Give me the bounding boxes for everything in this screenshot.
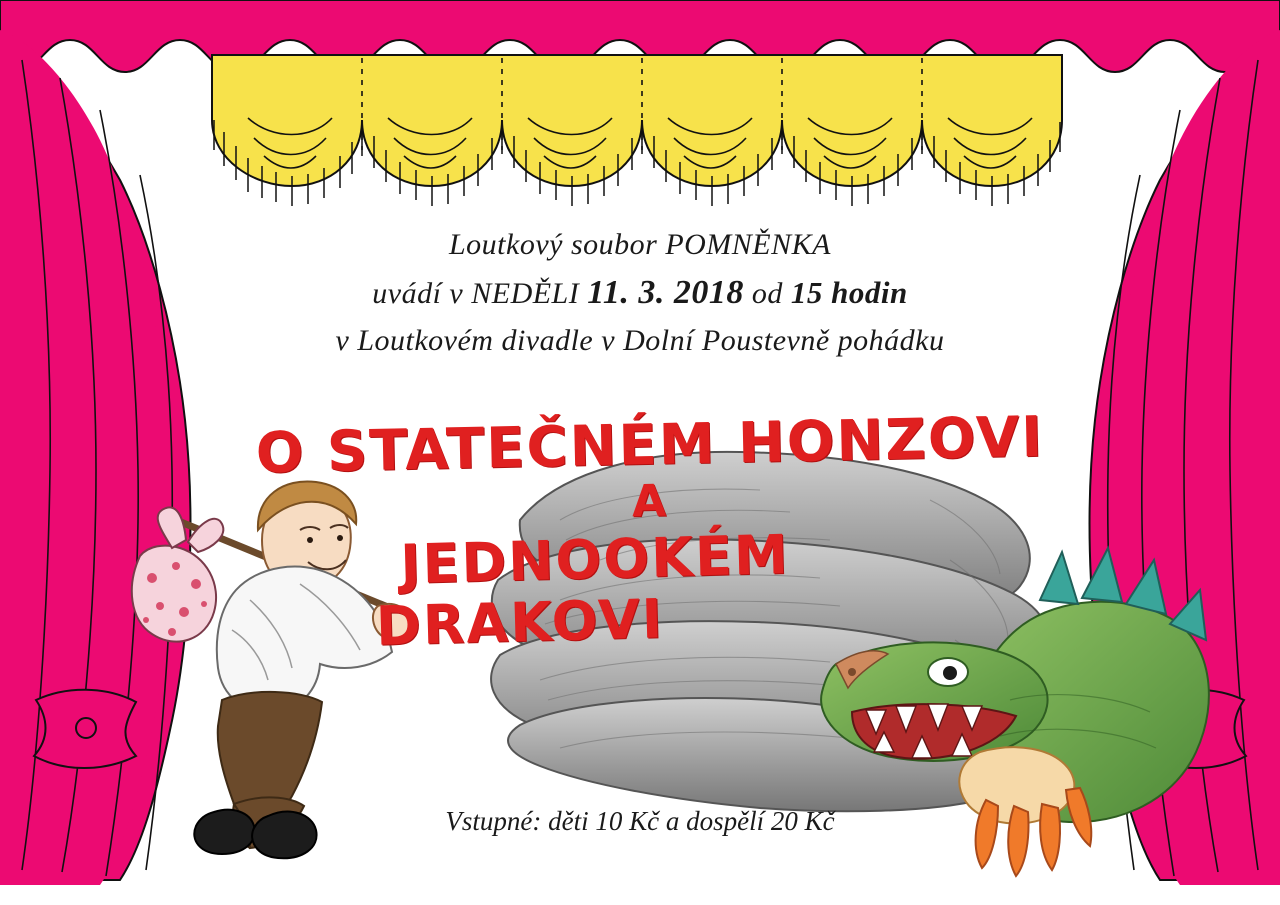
play-title-line-3: JEDNOOKÉM <box>399 522 791 597</box>
intro-line-2 <box>210 267 1070 318</box>
intro-line-2-mid: od <box>751 277 783 310</box>
intro-line-3: v Loutkovém divadle v Dolní Poustevně pohádku <box>335 324 945 357</box>
intro-line-1: Loutkový soubor POMNĚNKA <box>449 228 831 261</box>
event-date: 11. 3. 2018 <box>587 274 744 311</box>
intro-line-2-prefix: uvádí v NEDĚLI <box>372 277 580 310</box>
ticket-price: Vstupné: děti 10 Kč a dospělí 20 Kč <box>445 806 835 836</box>
play-title-line-4: DRAKOVI <box>375 587 665 658</box>
event-time: 15 hodin <box>790 275 908 310</box>
play-title-line-2: A <box>631 475 669 528</box>
dragon-single-eye <box>928 658 968 686</box>
play-title-line-1: O STATEČNÉM HONZOVI <box>255 404 1045 487</box>
intro-text-block <box>210 222 1070 363</box>
play-title <box>200 404 1100 658</box>
